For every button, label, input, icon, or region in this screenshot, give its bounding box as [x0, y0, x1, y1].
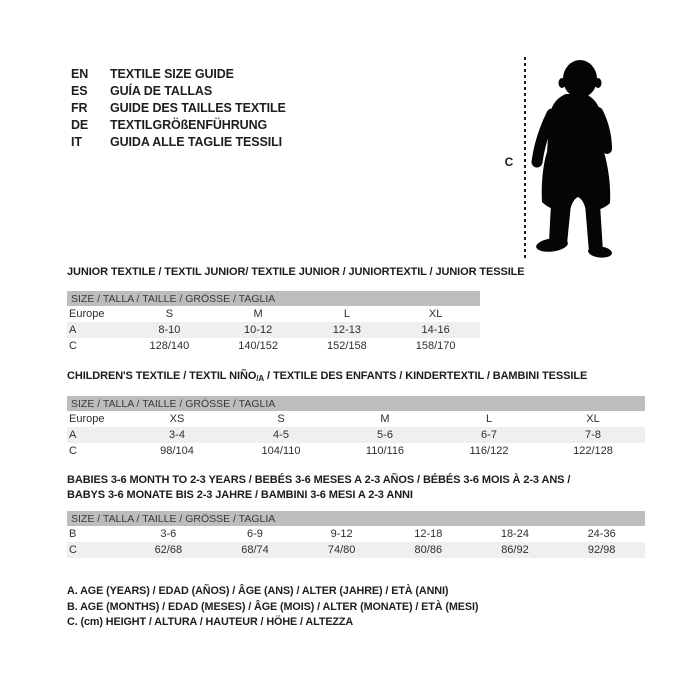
- height-measure-label: C: [504, 155, 514, 169]
- table-cell: 152/158: [326, 340, 367, 352]
- row-label: A: [67, 427, 125, 443]
- title-subscript: /A: [256, 374, 265, 383]
- table-row: [67, 427, 645, 443]
- table-cell: 62/68: [125, 542, 212, 558]
- size-bar-label: SIZE / TALLA / TAILLE / GRÖSSE / TAGLIA: [67, 291, 480, 306]
- col-header-cell: L: [343, 308, 350, 320]
- table-row: [67, 338, 480, 354]
- title-text: CHILDREN'S TEXTILE / TEXTIL NIÑO: [67, 370, 257, 382]
- baby-silhouette-icon: [528, 52, 646, 262]
- row-label: C: [69, 340, 77, 352]
- row-label: B: [69, 528, 77, 540]
- footnote-line: A. AGE (YEARS) / EDAD (AÑOS) / ÂGE (ANS) / ALTER (JAHRE) / ETÀ (ANNI): [67, 585, 449, 597]
- table-cell: 116/122: [469, 445, 509, 457]
- table-cell: 10-12: [214, 322, 303, 338]
- col-header-cell: S: [165, 308, 174, 320]
- col-header-cell: XL: [586, 413, 600, 425]
- table-cell: 12-18: [414, 528, 443, 540]
- col-header-cell: L: [485, 413, 493, 425]
- column-header-row: [67, 411, 645, 427]
- title-text: / TEXTILE DES ENFANTS / KINDERTEXTIL / BAMBINI TESSILE: [264, 370, 588, 382]
- language-label: GUIDA ALLE TAGLIE TESSILI: [110, 135, 283, 149]
- col-header-cell: XL: [428, 308, 443, 320]
- row-label: A: [67, 322, 125, 338]
- language-label: GUÍA DE TALLAS: [110, 84, 213, 98]
- footnotes: [67, 584, 478, 631]
- table-cell: 104/110: [261, 445, 301, 457]
- section-title-children: [67, 370, 587, 383]
- table-cell: 128/140: [149, 340, 190, 352]
- row-label: C: [69, 445, 77, 457]
- language-row: [71, 83, 286, 100]
- language-code: EN: [71, 67, 89, 81]
- section-title-junior: JUNIOR TEXTILE / TEXTIL JUNIOR/ TEXTILE JUNIOR / JUNIORTEXTIL / JUNIOR TESSILE: [67, 266, 525, 278]
- table-cell: 3-4: [125, 427, 229, 443]
- language-row: [71, 100, 286, 117]
- size-bar-row: [67, 396, 645, 411]
- table-cell: 74/80: [298, 542, 385, 558]
- title-line: BABYS 3-6 MONATE BIS 2-3 JAHRE / BAMBINI 3-6 MESI A 2-3 ANNI: [67, 489, 413, 501]
- language-row: [71, 117, 286, 134]
- language-label: GUIDE DES TAILLES TEXTILE: [110, 101, 286, 115]
- table-cell: 8-10: [125, 322, 214, 338]
- col-header-cell: S: [277, 413, 285, 425]
- table-row: [67, 443, 645, 459]
- table-cell: 6-7: [437, 427, 541, 443]
- table-cell: 3-6: [160, 528, 177, 540]
- table-cell: 24-36: [587, 528, 616, 540]
- table-cell: 110/116: [365, 445, 405, 457]
- language-code: IT: [71, 135, 82, 149]
- col-header-cell: M: [253, 308, 263, 320]
- language-label: TEXTILE SIZE GUIDE: [110, 67, 234, 81]
- baby-figure: [528, 52, 646, 262]
- language-code: FR: [71, 101, 88, 115]
- table-cell: 12-13: [303, 322, 392, 338]
- language-label: TEXTILGRÖßENFÜHRUNG: [110, 118, 268, 132]
- language-code: DE: [71, 118, 89, 132]
- size-bar-row: [67, 291, 480, 306]
- junior-size-table: [67, 291, 480, 354]
- table-row: [67, 526, 645, 542]
- row-label: C: [67, 542, 125, 558]
- language-code: ES: [71, 84, 88, 98]
- section-title-babies: [67, 473, 570, 503]
- height-dashed-line: [524, 57, 526, 261]
- table-cell: 98/104: [160, 445, 194, 457]
- table-cell: 9-12: [330, 528, 353, 540]
- babies-size-table: [67, 511, 645, 558]
- language-row: [71, 134, 286, 151]
- table-cell: 80/86: [385, 542, 472, 558]
- size-bar-label: SIZE / TALLA / TAILLE / GRÖSSE / TAGLIA: [67, 396, 645, 411]
- table-cell: 6-9: [247, 528, 263, 540]
- table-cell: 140/152: [238, 340, 278, 352]
- column-header-row: [67, 306, 480, 322]
- table-cell: 158/170: [415, 340, 456, 352]
- footnote-line: C. (cm) HEIGHT / ALTURA / HAUTEUR / HÖHE / ALTEZZA: [67, 616, 354, 628]
- table-row: [67, 542, 645, 558]
- size-bar-row: [67, 511, 645, 526]
- table-row: [67, 322, 480, 338]
- row-label: Europe: [69, 413, 105, 425]
- language-list: [71, 66, 286, 151]
- table-cell: 68/74: [212, 542, 299, 558]
- footnote-line: B. AGE (MONTHS) / EDAD (MESES) / ÂGE (MOIS) / ALTER (MONATE) / ETÀ (MESI): [67, 600, 479, 613]
- table-cell: 4-5: [229, 427, 333, 443]
- title-line: BABIES 3-6 MONTH TO 2-3 YEARS / BEBÉS 3-6 MESES A 2-3 AÑOS / BÉBÉS 3-6 MOIS À 2-3 ANS /: [67, 474, 571, 486]
- table-cell: 7-8: [541, 427, 645, 443]
- size-bar-label: SIZE / TALLA / TAILLE / GRÖSSE / TAGLIA: [67, 511, 645, 526]
- row-label: Europe: [69, 308, 105, 320]
- col-header-cell: M: [380, 413, 390, 425]
- table-cell: 122/128: [573, 445, 613, 457]
- table-cell: 92/98: [558, 542, 645, 558]
- table-cell: 18-24: [500, 528, 530, 540]
- table-cell: 5-6: [333, 427, 437, 443]
- table-cell: 86/92: [472, 542, 559, 558]
- col-header-cell: XS: [169, 413, 185, 425]
- table-cell: 14-16: [391, 322, 480, 338]
- children-size-table: [67, 396, 645, 459]
- language-row: [71, 66, 286, 83]
